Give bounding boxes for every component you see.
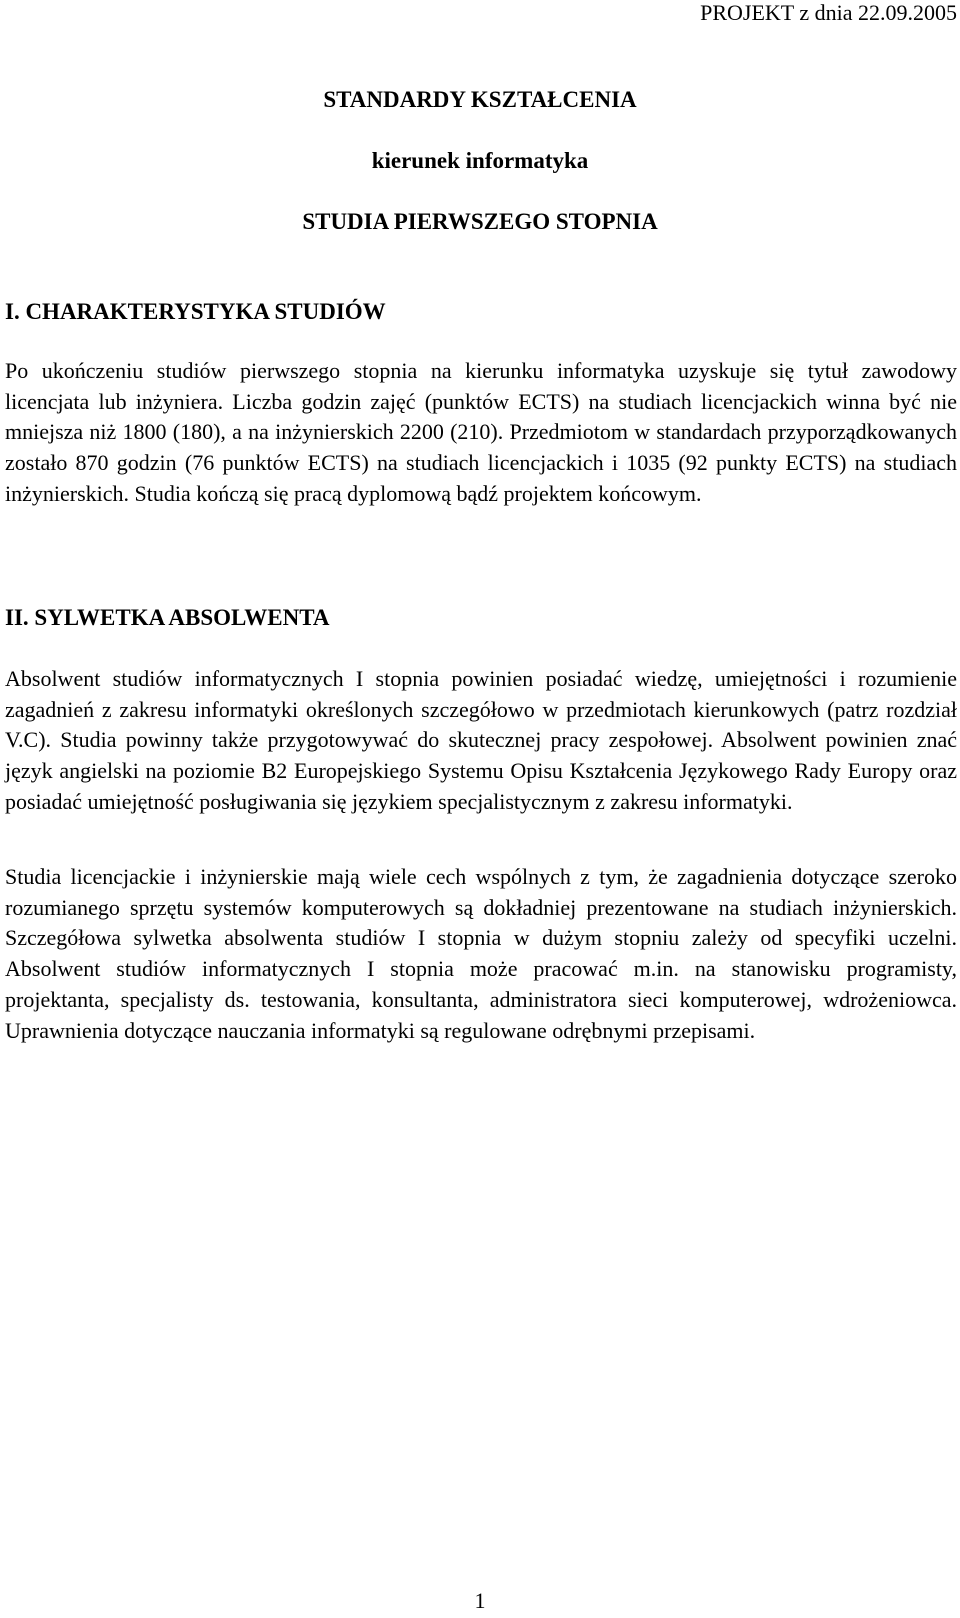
page-number: 1 — [474, 1588, 486, 1613]
section-heading-graduate-profile: II. SYLWETKA ABSOLWENTA — [5, 605, 330, 630]
graduate-profile-paragraph-2: Studia licencjackie i inżynierskie mają wiele cech wspólnych z tym, że zagadnienia dotyczące szeroko rozumianego sprzętu systemów komputerowych są dokładniej prezentowane na studiach inżynierskich. Szczegółowa sylwetka absolwenta studiów I stopnia w dużym stopniu zależy od specyfiki uczelni. Absolwent studiów informatycznych I stopnia może pracować m.in. na stanowisku programisty, projektanta, specjalisty ds. testowania, konsultanta, administratora sieci komputerowej, wdrożeniowca. Uprawnienia dotyczące nauczania informatyki są regulowane odrębnymi przepisami. — [5, 864, 957, 1043]
characteristics-paragraph: Po ukończeniu studiów pierwszego stopnia na kierunku informatyka uzyskuje się tytuł zawodowy licencjata lub inżyniera. Liczba godzin zajęć (punktów ECTS) na studiach licencjackich winna być nie mniejsza niż 1800 (180), a na inżynierskich 2200 (210). Przedmiotom w standardach przyporządkowanych zostało 870 godzin (76 punktów ECTS) na studiach licencjackich i 1035 (92 punkty ECTS) na studiach inżynierskich. Studia kończą się pracą dyplomową bądź projektem końcowym. — [5, 358, 957, 506]
project-date-note: PROJEKT z dnia 22.09.2005 — [700, 0, 957, 25]
section-heading-characteristics: I. CHARAKTERYSTYKA STUDIÓW — [5, 299, 386, 324]
field-of-study-title: kierunek informatyka — [371, 148, 589, 173]
graduate-profile-paragraph-1: Absolwent studiów informatycznych I stopnia powinien posiadać wiedzę, umiejętności i rozumienie zagadnień z zakresu informatyki określonych szczegółowo w przedmiotach kierunkowych (patrz rozdział V.C). Studia powinny także przygotowywać do skutecznej pracy zespołowej. Absolwent powinien znać język angielski na poziomie B2 Europejskiego Systemu Opisu Kształcenia Językowego Rady Europy oraz posiadać umiejętność posługiwania się językiem specjalistycznym z zakresu informatyki. — [5, 666, 957, 814]
document-title: STANDARDY KSZTAŁCENIA — [323, 87, 637, 112]
study-level-title: STUDIA PIERWSZEGO STOPNIA — [302, 209, 658, 234]
